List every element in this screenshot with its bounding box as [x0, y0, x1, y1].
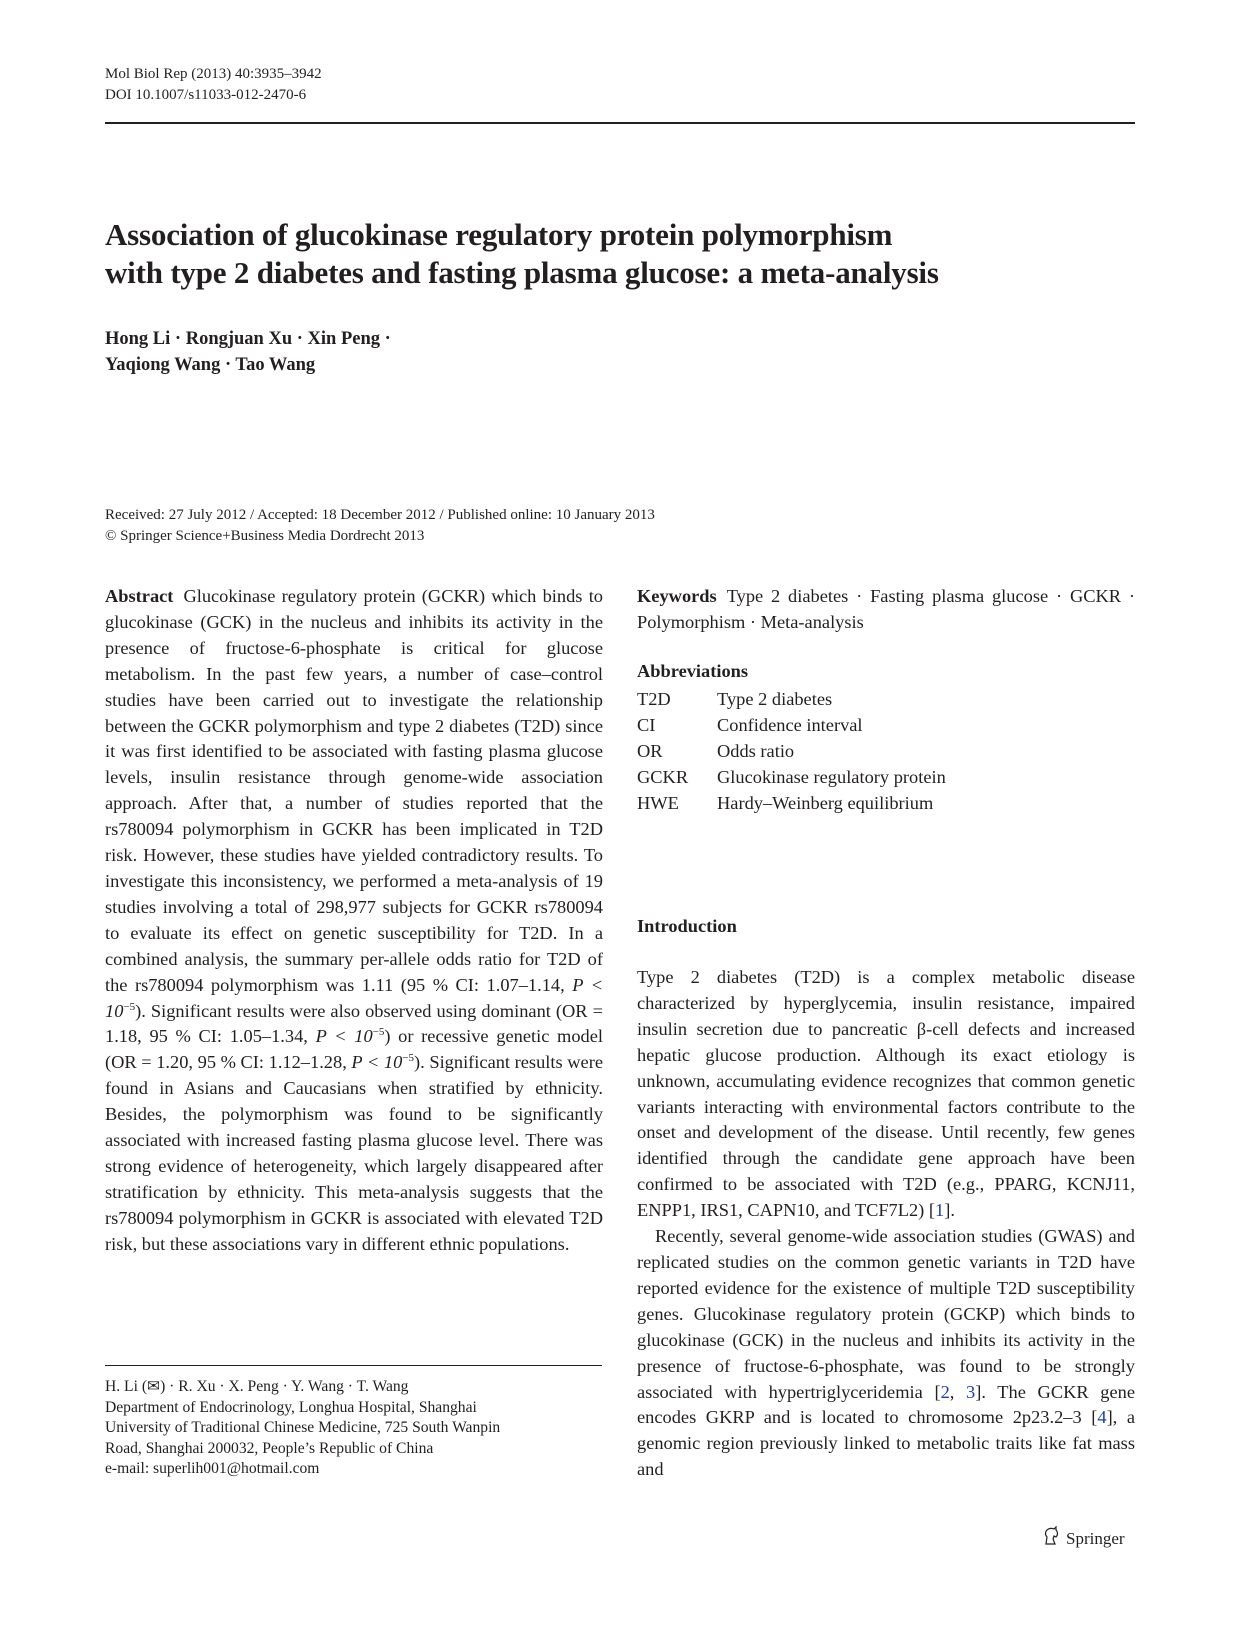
journal-doi: DOI 10.1007/s11033-012-2470-6	[105, 87, 307, 103]
intro-paragraph-1	[637, 965, 1135, 1224]
title-line-1: Association of glucokinase regulatory protein polymorphism	[105, 217, 893, 252]
citation-link[interactable]: 2	[940, 1381, 950, 1402]
footnote-affiliation-1: Department of Endocrinology, Longhua Hospital, Shanghai	[105, 1398, 477, 1416]
abstract-text-3: ) or recessive genetic model (OR = 1.20, 95 % CI: 1.12–1.28,	[105, 1026, 604, 1073]
journal-citation: Mol Biol Rep (2013) 40:3935–3942	[105, 66, 322, 82]
abstract-p-value-3: P < 10	[351, 1052, 403, 1073]
title-line-2: with type 2 diabetes and fasting plasma glucose: a meta-analysis	[105, 255, 939, 290]
abstract-exponent-2: −5	[372, 1026, 385, 1039]
abbreviation-meaning: Confidence interval	[717, 714, 863, 735]
abbreviation-row	[637, 739, 1135, 765]
keywords-label: Keywords	[637, 586, 717, 606]
intro-p1-end: ].	[944, 1200, 955, 1221]
abstract-p-value-2: P < 10	[315, 1026, 373, 1047]
footnote-email[interactable]: e-mail: superlih001@hotmail.com	[105, 1460, 320, 1477]
abstract-text-2: ). Significant results were also observed using dominant (OR = 1.18, 95 % CI: 1.05–1.34,	[105, 1000, 603, 1047]
abstract-text-4: ). Significant results were found in Asians and Caucasians when stratified by ethnicity. Besides, the polymorphism was found to be significantly associated with increased fasting plasma glucose level. There was strong evidence of heterogeneity, which largely disappeared after stratification by ethnicity. This meta-analysis suggests that the rs780094 polymorphism in GCKR is associated with elevated T2D risk, but these associations vary in different ethnic populations.	[105, 1052, 603, 1254]
publisher-logo	[1042, 1526, 1125, 1551]
footnote-rule	[105, 1365, 602, 1366]
header-rule	[105, 122, 1135, 124]
publication-dates	[105, 505, 655, 547]
introduction-heading: Introduction	[637, 916, 737, 936]
abstract-exponent-1: −5	[123, 1000, 136, 1013]
abbreviation-code: HWE	[637, 792, 679, 813]
paper-title	[105, 216, 1135, 292]
dates-line-1: Received: 27 July 2012 / Accepted: 18 December 2012 / Published online: 10 January 2013	[105, 507, 655, 523]
abstract-p-value-1: P < 10	[105, 974, 603, 1021]
intro-p2-sep: ,	[949, 1381, 967, 1402]
introduction-body	[637, 965, 1135, 1483]
intro-p2-mid: ]. The GCKR gene encodes GKRP and is located to chromosome 2p23.2–3 [	[637, 1381, 1136, 1428]
abbreviation-row	[637, 791, 1135, 817]
abbreviations-heading: Abbreviations	[637, 661, 749, 681]
citation-link[interactable]: 1	[935, 1200, 945, 1221]
keywords	[637, 584, 1135, 636]
intro-p2-text: Recently, several genome-wide association studies (GWAS) and replicated studies on the common genetic variants in T2D have reported evidence for the existence of multiple T2D susceptibility genes. Glucokinase regulatory protein (GCKP) which binds to glucokinase (GCK) in the nucleus and inhibits its activity in the presence of fructose-6-phosphate, was found to be strongly associated with hypertriglyceridemia [	[637, 1226, 1135, 1402]
keywords-text: Type 2 diabetes · Fasting plasma glucose · GCKR · Polymorphism · Meta-analysis	[637, 586, 1135, 632]
journal-header	[105, 64, 322, 106]
citation-link[interactable]: 3	[966, 1381, 976, 1402]
authors-line-1: Hong Li · Rongjuan Xu · Xin Peng ·	[105, 329, 391, 349]
intro-p2-end: ], a genomic region previously linked to metabolic traits like fat mass and	[637, 1407, 1136, 1480]
citation-link[interactable]: 4	[1097, 1407, 1107, 1428]
author-list	[105, 326, 391, 378]
abstract	[105, 584, 603, 1258]
abbreviation-meaning: Glucokinase regulatory protein	[717, 766, 946, 787]
abstract-exponent-3: −5	[402, 1052, 415, 1065]
abbreviation-row	[637, 765, 1135, 791]
intro-p1-text: Type 2 diabetes (T2D) is a complex metabolic disease characterized by hyperglycemia, insulin resistance, impaired insulin secretion due to pancreatic β-cell defects and increased hepatic glucose production. Although its exact etiology is unknown, accumulating evidence recognizes that common genetic variants interacting with environmental factors contribute to the onset and development of the disease. Until recently, few genes identified through the candidate gene approach have been confirmed to be associated with T2D (e.g., PPARG, KCNJ11, ENPP1, IRS1, CAPN10, and TCF7L2) [	[637, 967, 1135, 1221]
abbreviation-meaning: Odds ratio	[717, 740, 795, 761]
copyright-line: © Springer Science+Business Media Dordrecht 2013	[105, 528, 425, 544]
springer-horse-icon	[1042, 1526, 1060, 1551]
abbreviations-list	[637, 687, 1135, 817]
abstract-text-1: Glucokinase regulatory protein (GCKR) which binds to glucokinase (GCK) in the nucleus and inhibits its activity in the presence of fructose-6-phosphate is critical for glucose metabolism. In the past few years, a number of case–control studies have been carried out to investigate the relationship between the GCKR polymorphism and type 2 diabetes (T2D) since it was first identified to be associated with fasting plasma glucose levels, insulin resistance through genome-wide association approach. After that, a number of studies reported that the rs780094 polymorphism in GCKR has been implicated in T2D risk. However, these studies have yielded contradictory results. To investigate this inconsistency, we performed a meta-analysis of 19 studies involving a total of 298,977 subjects for GCKR rs780094 to evaluate its effect on genetic susceptibility for T2D. In a combined analysis, the summary per-allele odds ratio for T2D of the rs780094 polymorphism was 1.11 (95 % CI: 1.07–1.14,	[105, 586, 603, 995]
footnote-affiliation-3: Road, Shanghai 200032, People’s Republic of China	[105, 1439, 434, 1457]
abbreviation-code: CI	[637, 714, 656, 735]
intro-paragraph-2	[637, 1224, 1135, 1483]
footnote-affiliation-2: University of Traditional Chinese Medicine, 725 South Wanpin	[105, 1419, 501, 1436]
abbreviation-row	[637, 687, 1135, 713]
footnote-authors: H. Li (✉) · R. Xu · X. Peng · Y. Wang · T. Wang	[105, 1378, 409, 1395]
abbreviation-code: GCKR	[637, 766, 689, 787]
abbreviation-code: OR	[637, 740, 663, 761]
affiliation-footnote	[105, 1377, 603, 1480]
abbreviation-row	[637, 713, 1135, 739]
abstract-label: Abstract	[105, 586, 174, 606]
abbreviation-meaning: Hardy–Weinberg equilibrium	[717, 792, 934, 813]
publisher-name: Springer	[1066, 1528, 1125, 1548]
authors-line-2: Yaqiong Wang · Tao Wang	[105, 355, 316, 375]
abbreviation-meaning: Type 2 diabetes	[717, 689, 833, 709]
abbreviation-code: T2D	[637, 689, 671, 709]
